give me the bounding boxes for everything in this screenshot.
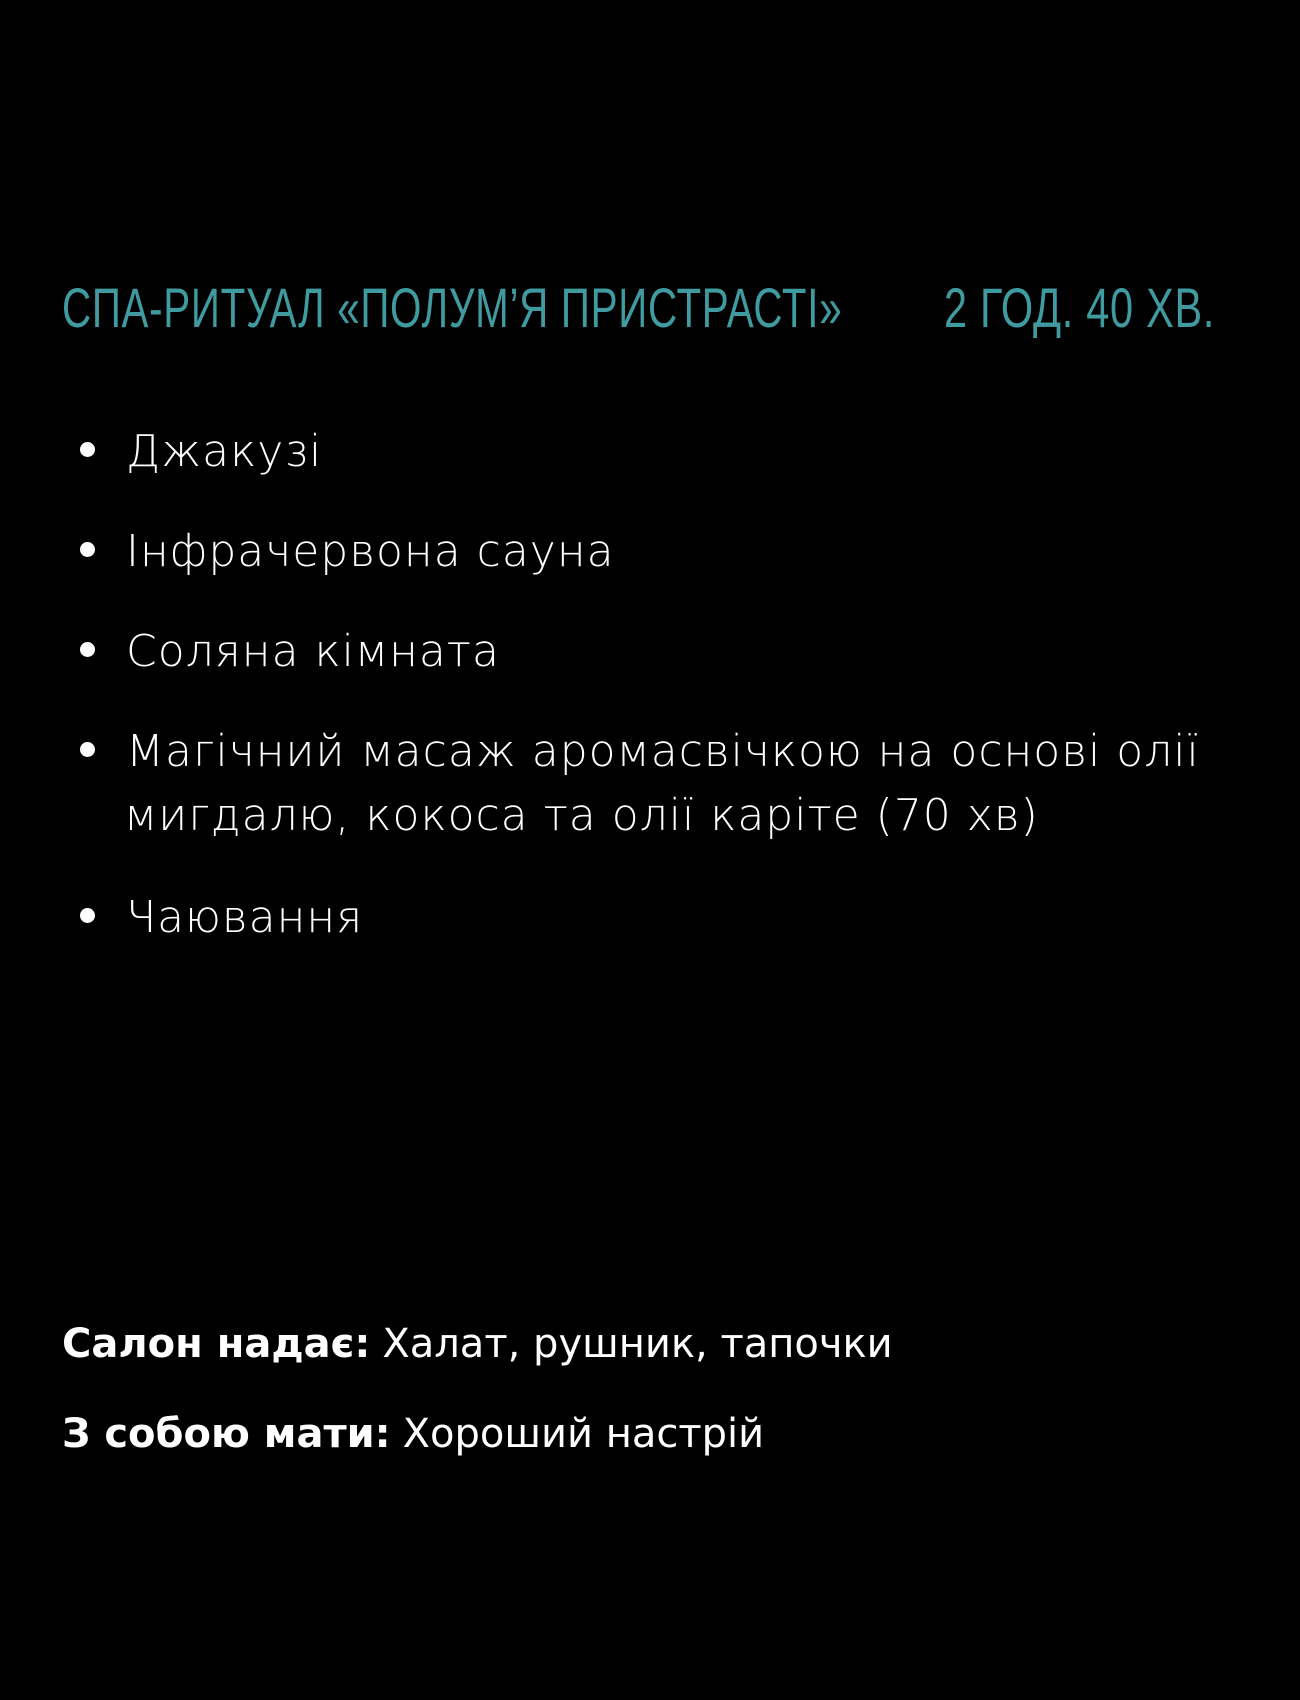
bullet-icon [78, 640, 100, 662]
list-item-label-line2: мигдалю, кокоса та олії каріте (70 хв) [124, 790, 1039, 841]
list-item-label: Інфрачервона сауна [126, 526, 615, 577]
list-item-label: Джакузі [126, 426, 323, 477]
duration-label: 2 ГОД. 40 ХВ. [944, 276, 1216, 339]
bring-label: З собою мати: [62, 1411, 391, 1457]
provides-line [62, 1314, 893, 1374]
bullet-icon [78, 906, 100, 928]
bring-line [62, 1404, 764, 1464]
list-item-label-line1: Магічний масаж аромасвічкою на основі олії [126, 726, 1200, 777]
bullet-icon [78, 540, 100, 562]
page-title: СПА-РИТУАЛ «ПОЛУМ’Я ПРИСТРАСТІ» [62, 276, 843, 339]
header [62, 268, 1242, 348]
bullet-icon [78, 440, 100, 462]
provides-label: Салон надає: [62, 1321, 371, 1367]
provides-value: Халат, рушник, тапочки [382, 1321, 893, 1367]
list-item-label: Чаювання [126, 892, 364, 943]
list-item-label: Соляна кімната [126, 626, 500, 677]
bring-value: Хороший настрій [402, 1411, 765, 1457]
bullet-icon [78, 740, 100, 762]
